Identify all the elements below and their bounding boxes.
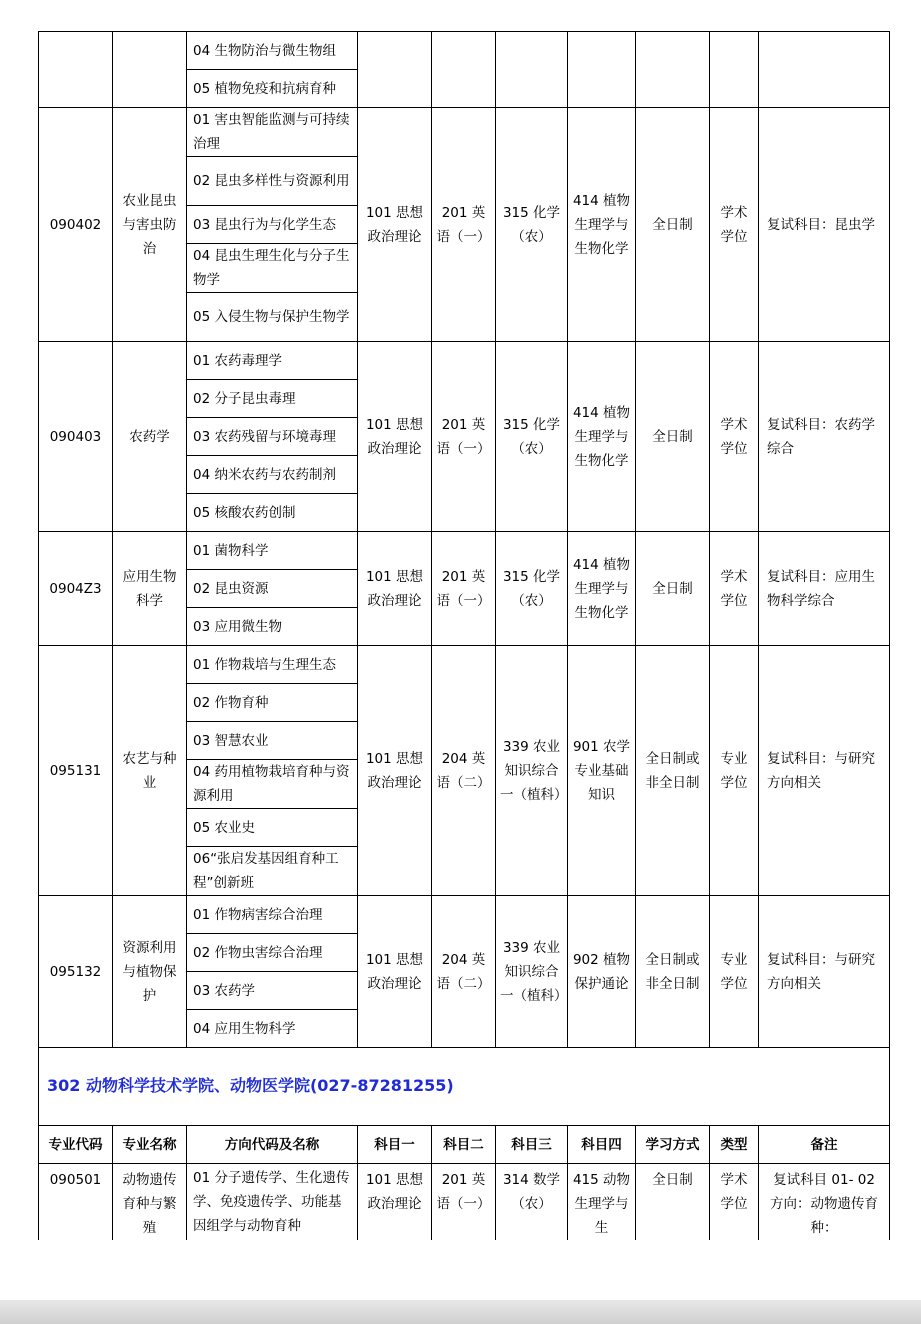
- direction-cell: 01 菌物科学: [187, 532, 358, 570]
- degree-type: 专业学位: [710, 896, 759, 1048]
- program-code: 0904Z3: [39, 532, 113, 646]
- program-code: 095132: [39, 896, 113, 1048]
- program-code: 090403: [39, 342, 113, 532]
- direction-cell: 02 作物育种: [187, 684, 358, 722]
- study-mode: 全日制: [636, 532, 710, 646]
- program-row-090403: [39, 342, 890, 380]
- col-header-subject-2: 科目二: [432, 1126, 496, 1164]
- subject-1: 101 思想政治理论: [358, 532, 432, 646]
- subject-1: 101 思想政治理论: [358, 646, 432, 896]
- col-header-remark: 备注: [759, 1126, 890, 1164]
- direction-cell: 04 应用生物科学: [187, 1010, 358, 1048]
- col-header-type: 类型: [710, 1126, 759, 1164]
- subject-4: 901 农学专业基础知识: [568, 646, 636, 896]
- subject-2: 201 英语（一）: [432, 1164, 496, 1241]
- degree-type: 学术学位: [710, 1164, 759, 1241]
- subject-4: 414 植物生理学与生物化学: [568, 108, 636, 342]
- subject-3: 314 数学（农）: [496, 1164, 568, 1241]
- subject-4: 414 植物生理学与生物化学: [568, 532, 636, 646]
- remark: 复试科目：与研究方向相关: [759, 896, 890, 1048]
- direction-cell: 04 药用植物栽培育种与资源利用: [187, 760, 358, 809]
- direction-cell: 02 昆虫资源: [187, 570, 358, 608]
- direction-cell: 03 农药学: [187, 972, 358, 1010]
- subject-2: 201 英语（一）: [432, 532, 496, 646]
- direction-cell: 03 昆虫行为与化学生态: [187, 206, 358, 244]
- program-row-095132: [39, 896, 890, 934]
- direction-cell: 01 作物栽培与生理生态: [187, 646, 358, 684]
- degree-type: 学术学位: [710, 108, 759, 342]
- direction-cell: 05 核酸农药创制: [187, 494, 358, 532]
- col-header-name: 专业名称: [113, 1126, 187, 1164]
- direction-cell: 01 作物病害综合治理: [187, 896, 358, 934]
- direction-cell: 05 植物免疫和抗病育种: [187, 70, 358, 108]
- direction-cell: 03 农药残留与环境毒理: [187, 418, 358, 456]
- subject-4: 414 植物生理学与生物化学: [568, 342, 636, 532]
- program-row-095131: [39, 646, 890, 684]
- program-code: 095131: [39, 646, 113, 896]
- direction-cell: 02 昆虫多样性与资源利用: [187, 157, 358, 206]
- program-name: 农艺与种业: [113, 646, 187, 896]
- degree-type: 学术学位: [710, 342, 759, 532]
- program-code: 090402: [39, 108, 113, 342]
- study-mode: 全日制或非全日制: [636, 646, 710, 896]
- subject-3: 315 化学（农）: [496, 108, 568, 342]
- col-header-study-mode: 学习方式: [636, 1126, 710, 1164]
- subject-1: 101 思想政治理论: [358, 1164, 432, 1241]
- remark: 复试科目：应用生物科学综合: [759, 532, 890, 646]
- subject-2: 204 英语（二）: [432, 646, 496, 896]
- direction-cell: 03 应用微生物: [187, 608, 358, 646]
- col-header-code: 专业代码: [39, 1126, 113, 1164]
- program-row-090402: [39, 108, 890, 157]
- subject-1: 101 思想政治理论: [358, 108, 432, 342]
- remark: 复试科目：与研究方向相关: [759, 646, 890, 896]
- col-header-subject-1: 科目一: [358, 1126, 432, 1164]
- catalog-table: [38, 31, 890, 1240]
- subject-2: 204 英语（二）: [432, 896, 496, 1048]
- direction-cell: 02 作物虫害综合治理: [187, 934, 358, 972]
- degree-type: 学术学位: [710, 532, 759, 646]
- direction-cell: 04 生物防治与微生物组: [187, 32, 358, 70]
- program-name: 应用生物科学: [113, 532, 187, 646]
- subject-1: 101 思想政治理论: [358, 896, 432, 1048]
- program-name: 动物遗传育种与繁殖: [113, 1164, 187, 1241]
- study-mode: 全日制: [636, 1164, 710, 1241]
- subject-2: 201 英语（一）: [432, 108, 496, 342]
- direction-cell: 06“张启发基因组育种工程”创新班: [187, 847, 358, 896]
- direction-cell: 01 害虫智能监测与可持续治理: [187, 108, 358, 157]
- direction-cell: 04 昆虫生理生化与分子生物学: [187, 244, 358, 293]
- program-code: 090501: [39, 1164, 113, 1241]
- program-row-0904Z3: [39, 532, 890, 570]
- col-header-direction: 方向代码及名称: [187, 1126, 358, 1164]
- direction-cell: 01 农药毒理学: [187, 342, 358, 380]
- subject-3: 339 农业知识综合一（植科）: [496, 896, 568, 1048]
- subject-3: 339 农业知识综合一（植科）: [496, 646, 568, 896]
- remark: 复试科目：昆虫学: [759, 108, 890, 342]
- study-mode: 全日制或非全日制: [636, 896, 710, 1048]
- header-row: [39, 1126, 890, 1164]
- direction-cell: 05 农业史: [187, 809, 358, 847]
- subject-2: 201 英语（一）: [432, 342, 496, 532]
- study-mode: 全日制: [636, 342, 710, 532]
- program-row-090501: [39, 1164, 890, 1241]
- program-name: 农业昆虫与害虫防治: [113, 108, 187, 342]
- degree-type: 专业学位: [710, 646, 759, 896]
- subject-3: 315 化学（农）: [496, 342, 568, 532]
- table-row: [39, 32, 890, 70]
- section-title: 302 动物科学技术学院、动物医学院(027-87281255): [47, 1076, 454, 1095]
- subject-4: 902 植物保护通论: [568, 896, 636, 1048]
- direction-cell: 01 分子遗传学、生化遗传学、免疫遗传学、功能基因组学与动物育种: [187, 1164, 358, 1241]
- remark: 复试科目 01- 02 方向：动物遗传育种：: [759, 1164, 890, 1241]
- subject-4: 415 动物生理学与生: [568, 1164, 636, 1241]
- direction-cell: 02 分子昆虫毒理: [187, 380, 358, 418]
- col-header-subject-3: 科目三: [496, 1126, 568, 1164]
- program-name: 农药学: [113, 342, 187, 532]
- remark: 复试科目：农药学综合: [759, 342, 890, 532]
- direction-cell: 05 入侵生物与保护生物学: [187, 293, 358, 342]
- subject-3: 315 化学（农）: [496, 532, 568, 646]
- viewer-bottom-bar: [0, 1300, 921, 1324]
- program-name: 资源利用与植物保护: [113, 896, 187, 1048]
- section-row: [39, 1048, 890, 1126]
- study-mode: 全日制: [636, 108, 710, 342]
- subject-1: 101 思想政治理论: [358, 342, 432, 532]
- direction-cell: 04 纳米农药与农药制剂: [187, 456, 358, 494]
- col-header-subject-4: 科目四: [568, 1126, 636, 1164]
- catalog-table-wrapper: [38, 31, 888, 1240]
- direction-cell: 03 智慧农业: [187, 722, 358, 760]
